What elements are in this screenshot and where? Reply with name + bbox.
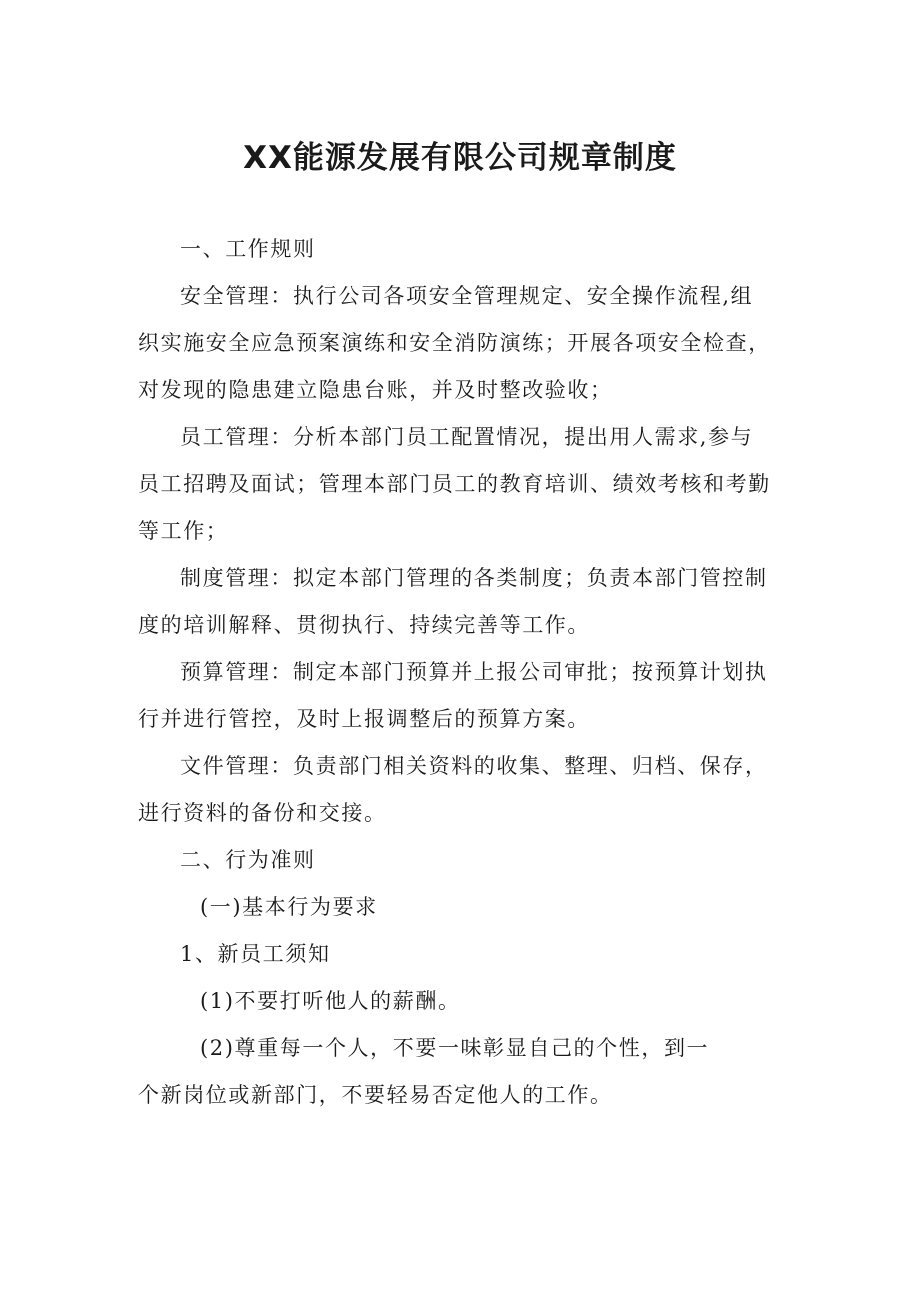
subsection-heading-basic-conduct: (一)基本行为要求 (200, 895, 378, 919)
paragraph-staff-management (138, 414, 798, 555)
paragraph-line: 织实施安全应急预案演练和安全消防演练；开展各项安全检查， (138, 331, 771, 355)
paragraph-line: 等工作； (138, 519, 229, 543)
document-body (138, 226, 798, 1119)
paragraph-line: 个新岗位或新部门，不要轻易否定他人的工作。 (138, 1083, 613, 1107)
paragraph-line: 对发现的隐患建立隐患台账，并及时整改验收； (138, 378, 613, 402)
section-heading-conduct-rules: 二、行为准则 (180, 848, 316, 872)
document-title: XX能源发展有限公司规章制度 (243, 140, 677, 176)
paragraph-line: 员工管理：分析本部门员工配置情况，提出用人需求,参与 (180, 425, 754, 449)
paragraph-line: 制度管理：拟定本部门管理的各类制度；负责本部门管控制 (180, 566, 768, 590)
point-salary: (1)不要打听他人的薪酬。 (200, 989, 461, 1013)
paragraph-line: 员工招聘及面试；管理本部门员工的教育培训、绩效考核和考勤 (138, 472, 771, 496)
point-respect (138, 1025, 798, 1119)
paragraph-line: (2)尊重每一个人，不要一味彰显自己的个性，到一 (200, 1036, 710, 1060)
paragraph-line: 进行资料的备份和交接。 (138, 801, 387, 825)
paragraph-line: 预算管理：制定本部门预算并上报公司审批；按预算计划执 (180, 660, 768, 684)
paragraph-budget-management (138, 649, 798, 743)
paragraph-safety-management (138, 273, 798, 414)
item-heading-new-employee: 1、新员工须知 (180, 942, 331, 966)
paragraph-line: 文件管理：负责部门相关资料的收集、整理、归档、保存， (180, 754, 768, 778)
section-heading-work-rules: 一、工作规则 (180, 237, 316, 261)
paragraph-file-management (138, 743, 798, 837)
paragraph-system-management (138, 555, 798, 649)
paragraph-line: 度的培训解释、贯彻执行、持续完善等工作。 (138, 613, 590, 637)
paragraph-line: 安全管理：执行公司各项安全管理规定、安全操作流程,组 (180, 284, 754, 308)
paragraph-line: 行并进行管控，及时上报调整后的预算方案。 (138, 707, 590, 731)
